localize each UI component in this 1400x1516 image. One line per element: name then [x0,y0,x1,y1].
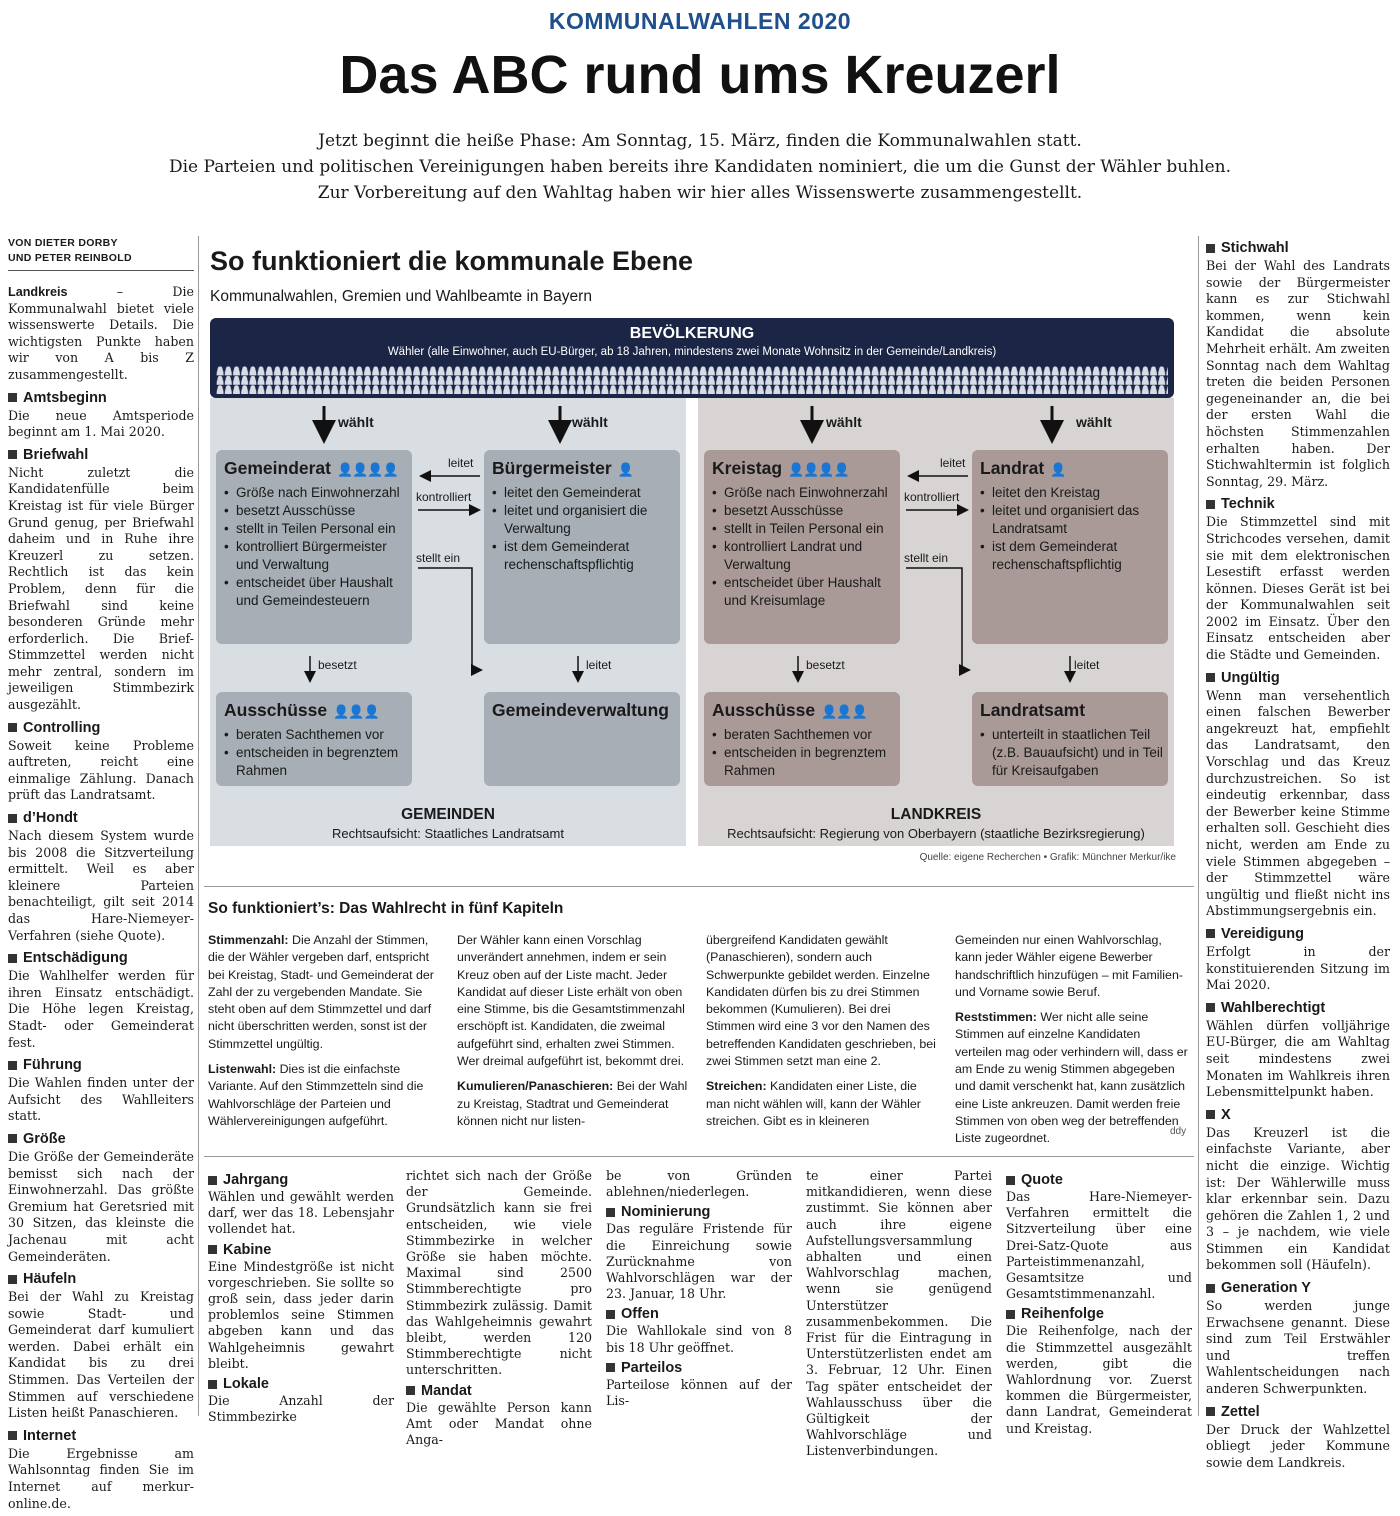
list-item: • entscheiden in begrenztem Rahmen [712,744,900,780]
list-item: • entscheidet über Haushalt und Kreisumlage [712,574,900,610]
abc-column [406,1168,592,1451]
wahlrecht-paragraph: Reststimmen: Wer nicht alle seine Stimmen auf einzelne Kandidaten verteilen mag oder verhindern will, dass er am Ende zu wenig Stimmen abgegeben und damit verschenkt hat, kann zusätzlich eine Liste ankreuzen. Damit werden freie Stimmen von oben weg der betreffenden Liste zugeordnet. [955,1010,1188,1146]
entry-text: te einer Partei mitkandidieren, wenn diese zustimmt. Sie können aber auch ihre eigene Aufstellungsversammlung abhalten und einen Wahlvorschlag machen, wenn sie genügend Unterstützer zusammenbekommen. Die Frist für die Eintragung in Unterstützerlisten endet am 3. Februar, 12 Uhr. Einen Tag später entscheidet der Wahlausschuss über die Gültigkeit der Wahlvorschläge und Listenverbindungen. [806,1168,992,1459]
entry-text: Die neue Amtsperiode beginnt am 1. Mai 2020. [8,407,194,440]
entry-heading: Generation Y [1206,1280,1390,1296]
gemeinden-subtitle: Rechtsaufsicht: Staatliches Landratsamt [332,826,564,841]
keyword: Reststimmen: [955,1010,1037,1025]
square-bullet-icon [1206,244,1215,253]
waehlt-arrows [324,406,1052,438]
list-item: • kontrolliert Bürgermeister und Verwaltung [224,538,412,574]
besetzt-label: besetzt [318,658,357,672]
entry-heading: Häufeln [8,1271,194,1287]
entry-text: richtet sich nach der Größe der Gemeinde. Grundsätzlich kann sie frei entscheiden, wie viele Stimmbezirke in welcher Größe sie haben möchte. Maximal sind 2500 Stimmberechtigte pro Stimmbezirk zulässig. Damit das Wahlgeheimnis gewahrt bleibt, werden 120 Stimmberechtigte nicht unterschritten. [406,1168,592,1378]
right-entries [1206,240,1390,1471]
list-item: • beraten Sachthemen vor [224,726,412,744]
list-item: • entscheidet über Haushalt und Gemeindesteuern [224,574,412,610]
section-rule [204,1156,1194,1157]
entry-text: Die Ergebnisse am Wahlsonntag finden Sie im Internet auf merkur-online.de. [8,1445,194,1511]
person-icon: 👤 [617,462,633,477]
left-entries [8,390,194,1513]
entry-heading: Kabine [208,1242,394,1258]
byline [8,236,194,271]
entry-heading: Führung [8,1057,194,1073]
entry-text: Die Wahllokale sind von 8 bis 18 Uhr geöffnet. [606,1323,792,1355]
intro-line: Jetzt beginnt die heiße Phase: Am Sonntag, 15. März, finden die Kommunalwahlen statt. [318,131,1082,151]
intro-line: Die Parteien und politischen Vereinigungen haben bereits ihre Kandidaten nominiert, die um die Gunst der Wähler buhlen. [168,157,1231,177]
waehlt-label: wählt [338,414,374,430]
square-bullet-icon [1206,500,1215,509]
left-column [8,284,194,1516]
square-bullet-icon [208,1245,217,1254]
people-icon: 👤👤👤 [821,704,867,719]
besetzt-label: besetzt [806,658,845,672]
square-bullet-icon [1006,1310,1015,1319]
landkreis-title: LANDKREIS [890,806,982,823]
list-item: • stellt in Teilen Personal ein [224,520,412,538]
entry-heading: X [1206,1107,1390,1123]
list-item: • Größe nach Einwohnerzahl [712,484,900,502]
stellt-ein-label: stellt ein [904,551,949,565]
population-subtitle: Wähler (alle Einwohner, auch EU-Bürger, ab 18 Jahren, mindestens zwei Monate Wohnsitz in der Gemeinde/Landkreis) [387,346,997,358]
entry-text: Die gewählte Person kann Amt oder Mandat ohne Anga- [406,1399,592,1448]
byline-line: UND PETER REINBOLD [8,252,132,264]
square-bullet-icon [8,393,17,402]
list-item: • leitet und organisiert die Verwaltung [492,502,680,538]
ausschuesse-title: Ausschüsse 👤👤👤 [224,700,379,720]
entry-heading: Reihenfolge [1006,1306,1192,1322]
entry-text: So werden junge Erwachsene genannt. Diese sind zum Teil Erstwähler und treffen Wahlentscheidungen nach anderen Schwerpunkten. [1206,1298,1390,1397]
entry-heading: Briefwahl [8,447,194,463]
relation-arrows [310,476,1070,680]
landratsamt-title: Landratsamt [980,700,1086,720]
entry-text: Wählen und gewählt werden darf, wer das 18. Lebensjahr vollendet hat. [208,1189,394,1237]
wahlrecht-column [706,932,940,1138]
wahlrecht-paragraph: Gemeinden nur einen Wahlvorschlag, kann jeder Wähler eigene Bewerber handschriftlich hinzufügen – mit Familien- und Vorname sowie Beruf. [955,933,1183,999]
abc-column [1006,1168,1192,1440]
ausschuesse-title: Ausschüsse 👤👤👤 [712,700,867,720]
square-bullet-icon [1006,1176,1015,1185]
entry-heading: Ungültig [1206,670,1390,686]
people-icon: 👤👤👤👤 [788,462,849,477]
entry-text: Eine Mindestgröße ist nicht vorgeschrieben. Sie sollte so groß sein, dass jeder darin problemlos seine Stimmen abgeben kann und das Wahlgeheimnis gewahrt bleibt. [208,1258,394,1371]
right-column [1206,234,1390,1475]
section-rule [204,886,1194,887]
wahlrecht-paragraph: Der Wähler kann einen Vorschlag unverändert annehmen, indem er sein Kreuz oben auf der Liste macht. Jeder Kandidat auf dieser Liste erhält von oben eine Stimme, bis die Gesamtstimmenzahl erschöpft ist. Kandidaten, die zweimal aufgeführt sind, erhalten zwei Stimmen. Wer dreimal aufgeführt ist, bekommt drei. [457,933,685,1069]
wahlrecht-paragraph: Kumulieren/Panaschieren: Bei der Wahl zu Kreistag, Stadtrat und Gemeinderat können nicht nur listen- [457,1079,688,1128]
wahlrecht-title: So funktioniert’s: Das Wahlrecht in fünf Kapiteln [208,900,564,917]
arrows-layer [204,238,1194,878]
column-divider [198,236,199,1416]
wahlrecht-column [955,932,1189,1156]
entry-text: Das Hare-Niemeyer-Verfahren ermittelt die Sitzverteilung über eine Drei-Satz-Quote aus Parteistimmenanzahl, Gesamtsitze und Gesamtstimmenanzahl. [1006,1189,1192,1302]
entry-heading: Parteilos [606,1360,792,1376]
graphic-title: So funktioniert die kommunale Ebene [210,246,694,276]
abc-column [606,1168,792,1412]
square-bullet-icon [8,450,17,459]
entry-heading: d’Hondt [8,810,194,826]
square-bullet-icon [606,1363,615,1372]
wahlrecht-column [457,932,691,1138]
square-bullet-icon [406,1386,415,1395]
landkreis-subtitle: Rechtsaufsicht: Regierung von Oberbayern (staatliche Bezirksregierung) [727,826,1145,841]
entry-text: Bei der Wahl des Landrats sowie der Bürgermeister kann es zur Stichwahl kommen, wenn kein Kandidat die absolute Mehrheit erhält. Am zweiten Sonntag nach dem Wahltag treten die beiden Personen gegeneinander an, die bei der ersten Wahl die höchsten Stimmenzahlen erhalten haben. Der Stichwahltermin ist folglich Sonntag, 29. März. [1206,258,1390,489]
headline: Das ABC rund ums Kreuzerl [339,45,1061,105]
stellt-ein-label: stellt ein [416,551,461,565]
square-bullet-icon [8,1431,17,1440]
leitet-label: leitet [586,658,612,672]
entry-text: Bei der Wahl zu Kreistag sowie Stadt- und Gemeinderat darf kumuliert werden. Dabei erhält ein Kandidat bis zu drei Stimmen. Das Verteilen der Stimmen auf verschiedene Listen heißt Panaschieren. [8,1289,194,1421]
wahlrecht-column [208,932,442,1138]
square-bullet-icon [8,814,17,823]
gemeinden-title: GEMEINDEN [401,806,495,823]
entry-heading: Controlling [8,720,194,736]
list-item: • besetzt Ausschüsse [712,502,900,520]
list-item: • beraten Sachthemen vor [712,726,900,744]
dateline: Landkreis [8,285,68,299]
entry-text: Das Kreuzerl ist die einfachste Variante, aber nicht die einzige. Wichtig ist: Der Wählerwille muss klar erkennbar sein. Dazu gehören die Zahlen 1, 2 und 3 – je nachdem, wie viele Stimmen ein Kandidat bekommen soll (Häufeln). [1206,1124,1390,1273]
entry-heading: Stichwahl [1206,240,1390,256]
graphic-source: Quelle: eigene Recherchen • Grafik: Münchner Merkur/ike [919,852,1176,863]
entry-heading: Lokale [208,1376,394,1392]
entry-text: Das reguläre Fristende für die Einreichung sowie Zurücknahme von Wahlvorschlägen war der 23. Januar, 18 Uhr. [606,1221,792,1302]
entry-heading: Zettel [1206,1404,1390,1420]
kicker: KOMMUNALWAHLEN 2020 [548,8,852,34]
square-bullet-icon [1206,1003,1215,1012]
population-title: BEVÖLKERUNG [629,325,755,342]
entry-text: Erfolgt in der konstituierenden Sitzung im Mai 2020. [1206,943,1390,993]
square-bullet-icon [1206,1110,1215,1119]
keyword: Kumulieren/Panaschieren: [457,1079,614,1094]
square-bullet-icon [8,723,17,732]
entry-text: Nach diesem System wurde bis 2008 die Sitzverteilung ermittelt. Weil es aber kleinere Parteien benachteiligt, gilt seit 2014 das Hare-Niemeyer-Verfahren (siehe Quote). [8,828,194,943]
lead-paragraph [8,284,194,384]
graphic-subtitle: Kommunalwahlen, Gremien und Wahlbeamte in Bayern [210,288,592,305]
entry-text: Die Wahlhelfer werden für ihren Einsatz entschädigt. Die Höhe legen Kreistag, Stadt- oder Gemeinderat fest. [8,968,194,1050]
keyword: Listenwahl: [208,1062,277,1077]
entry-text: Die Reihenfolge, nach der die Stimmzettel ausgezählt werden, gibt die Wahlordnung vor. Zuerst kommen die Bürgermeister, dann Landrat, Gemeinderat und Kreistag. [1006,1323,1192,1436]
kontrolliert-label: kontrolliert [904,490,960,504]
wahlrecht-paragraph: Stimmenzahl: Die Anzahl der Stimmen, die der Wähler vergeben darf, entspricht bei Kreistag, Stadt- und Gemeinderat der Zahl der zu vergebenden Mandate. Sie steht oben auf dem Stimmzettel und darf nicht überschritten werden, sonst ist der Stimmzettel ungültig. [208,933,434,1051]
waehlt-label: wählt [1076,414,1112,430]
list-item: • kontrolliert Landrat und Verwaltung [712,538,900,574]
leitet-label: leitet [940,456,966,470]
square-bullet-icon [8,1134,17,1143]
list-item: • leitet und organisiert das Landratsamt [980,502,1168,538]
square-bullet-icon [208,1380,217,1389]
kontrolliert-label: kontrolliert [416,490,472,504]
gemeinderat-title: Gemeinderat 👤👤👤👤 [224,458,398,478]
intro [100,128,1300,206]
list-item: • ist dem Gemeinderat rechenschaftspflichtig [492,538,680,574]
entry-heading: Mandat [406,1383,592,1399]
kreistag-title: Kreistag 👤👤👤👤 [712,458,849,478]
keyword: Streichen: [706,1079,767,1094]
entry-text: be von Gründen ablehnen/niederlegen. [606,1168,792,1200]
intro-line: Zur Vorbereitung auf den Wahltag haben wir hier alles Wissenswerte zusammengestellt. [317,183,1083,203]
square-bullet-icon [1206,1407,1215,1416]
entry-text: Wenn man versehentlich einen falschen Bewerber angekreuzt hat, empfiehlt das Landratsamt, den Vorschlag und das Kreuz durchzustreichen. So ist eindeutig erkennbar, dass der Bewerber keine Stimme erhalten soll. Geschieht dies nicht, werden am Ende zu viele Stimmen abgegeben – der Stimmzettel wäre ungültig und fließt nicht ins Abstimmungsergebnis ein. [1206,687,1390,919]
abc-column [208,1168,394,1428]
entry-heading: Quote [1006,1172,1192,1188]
square-bullet-icon [606,1310,615,1319]
wahlrecht-paragraph: übergreifend Kandidaten gewählt (Panaschieren), sondern auch Schwerpunkte gebildet werden. Einzelne Kandidaten dürfen bis zu drei Stimmen bekommen (Kumulieren). Bei drei Stimmen wird eine 3 vor den Namen des betreffenden Kandidaten geschrieben, bei zwei Stimmen setzt man eine 2. [706,933,936,1069]
entry-text: Wählen dürfen volljährige EU-Bürger, die am Wahltag seit mindestens zwei Monaten im Wahlkreis ihren Lebensmittelpunkt haben. [1206,1017,1390,1100]
list-item: • ist dem Gemeinderat rechenschaftspflichtig [980,538,1168,574]
list-item: • unterteilt in staatlichen Teil (z.B. Bauaufsicht) und in Teil für Kreisaufgaben [980,726,1168,780]
keyword: Stimmenzahl: [208,933,289,947]
square-bullet-icon [1206,673,1215,682]
gemeindeverwaltung-title: Gemeindeverwaltung [492,700,669,720]
entry-text: Parteilose können auf der Lis- [606,1376,792,1409]
leitet-label: leitet [448,456,474,470]
entry-heading: Entschädigung [8,950,194,966]
square-bullet-icon [208,1176,217,1185]
waehlt-label: wählt [826,414,862,430]
byline-line: VON DIETER DORBY [8,237,118,249]
list-item: • besetzt Ausschüsse [224,502,412,520]
entry-text: Die Wahlen finden unter der Aufsicht des Wahlleiters statt. [8,1075,194,1124]
entry-heading: Technik [1206,496,1390,512]
entry-heading: Internet [8,1428,194,1444]
entry-heading: Offen [606,1306,792,1322]
abc-column [806,1168,992,1463]
entry-heading: Amtsbeginn [8,390,194,406]
square-bullet-icon [8,1275,17,1284]
entry-text: Soweit keine Probleme auftreten, reicht eine einmalige Zählung. Danach prüft das Landratsamt. [8,737,194,803]
landrat-title: Landrat 👤 [980,458,1066,478]
list-item: • leitet den Gemeinderat [492,484,680,502]
entry-text: Die Stimmzettel sind mit Strichcodes versehen, damit sie mit dem elektronischen Lesestift erfasst werden können. Dieses Gerät ist bei der Kommunalwahlen seit 2002 im Einsatz. Über den Einsatz entscheiden aber die Städte und Gemeinden. [1206,514,1390,663]
list-item: • Größe nach Einwohnerzahl [224,484,412,502]
list-item: • entscheiden in begrenztem Rahmen [224,744,412,780]
buergermeister-title: Bürgermeister 👤 [492,458,633,478]
entry-heading: Vereidigung [1206,926,1390,942]
list-item: • stellt in Teilen Personal ein [712,520,900,538]
author-sign: ddy [1170,1126,1187,1137]
square-bullet-icon [1206,929,1215,938]
entry-text: Nicht zuletzt die Kandidatenfülle beim Kreistag ist für viele Bürger Grund genug, per Briefwahl daheim und in Ruhe ihre Kreuzerl zu setzen. Rechtlich ist das kein Problem, denn für die Briefwahl sind keine besonderen Gründe mehr erforderlich. Die Brief-Stimmzettel werden nicht mehr zentral, sondern im jeweiligen Stimmbezirk ausgezählt. [8,464,194,713]
entry-heading: Jahrgang [208,1172,394,1188]
lead-text: – Die Kommunalwahl bietet viele wissenswerte Details. Die wichtigsten Punkte haben wir von A bis Z zusammengestellt. [8,284,194,382]
entry-text: Die Größe der Gemeinderäte bemisst sich nach der Einwohnerzahl. Das größte Gremium hat Geretsried mit 30 Sitzen, das kleinste die Jachenau mit acht Gemeinderäten. [8,1148,194,1264]
square-bullet-icon [8,1061,17,1070]
square-bullet-icon [606,1208,615,1217]
people-icon: 👤👤👤 [333,704,379,719]
entry-text: Die Anzahl der Stimmbezirke [208,1393,394,1425]
entry-heading: Größe [8,1131,194,1147]
square-bullet-icon [1206,1284,1215,1293]
wahlrecht-paragraph: Listenwahl: Dies ist die einfachste Variante. Auf den Stimmzetteln sind die Wahlvorschläge der Parteien und Wählervereinigungen aufgeführt. [208,1062,424,1128]
list-item: • leitet den Kreistag [980,484,1168,502]
wahlrecht-paragraph: Streichen: Kandidaten einer Liste, die man nicht wählen will, kann der Wähler streichen. Gibt es in kleineren [706,1079,921,1128]
entry-text: Der Druck der Wahlzettel obliegt jeder Kommune sowie dem Landkreis. [1206,1421,1390,1470]
leitet-label: leitet [1074,658,1100,672]
people-icon: 👤👤👤👤 [336,462,398,477]
square-bullet-icon [8,954,17,963]
entry-heading: Nominierung [606,1204,792,1220]
column-divider [1198,236,1199,1416]
waehlt-label: wählt [572,414,608,430]
entry-heading: Wahlberechtigt [1206,1000,1390,1016]
person-icon: 👤 [1050,462,1066,477]
infographic [204,238,1194,878]
